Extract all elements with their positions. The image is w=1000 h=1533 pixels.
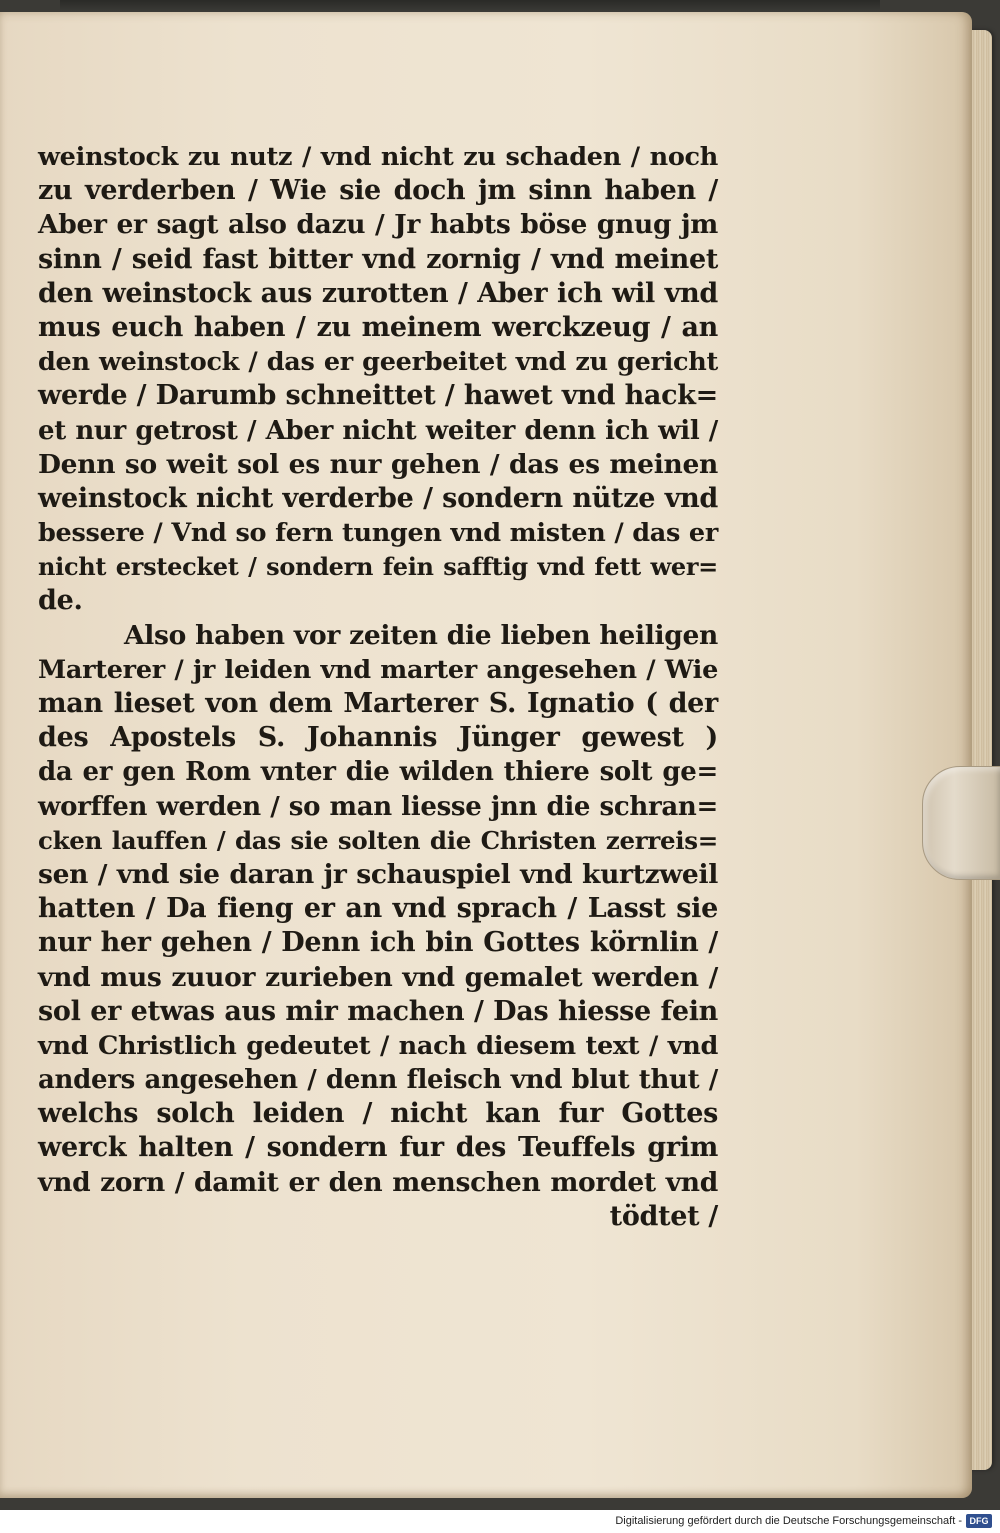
text-line: de. (38, 585, 83, 617)
dfg-logo: DFG (966, 1514, 992, 1528)
text-line: nur her gehen / Denn ich bin Gottes körnlin / (38, 927, 718, 959)
digitization-footer (0, 1510, 1000, 1533)
text-line: anders angesehen / denn fleisch vnd blut thut / (38, 1065, 718, 1096)
text-line: et nur getrost / Aber nicht weiter denn ich wil / (38, 415, 718, 446)
text-line: werde / Darumb schneittet / hawet vnd hack= (38, 380, 718, 412)
text-line: cken lauffen / das sie solten die Christen zerreis= (38, 825, 718, 855)
text-line: bessere / Vnd so fern tungen vnd misten / das er (38, 518, 718, 549)
text-line: nicht erstecket / sondern fein safftig vnd fett wer= (38, 552, 718, 582)
text-line: weinstock nicht verderbe / sondern nütze vnd (38, 482, 718, 514)
text-line: sen / vnd sie daran jr schauspiel vnd kurtzweil (38, 858, 718, 890)
text-line: den weinstock aus zurotten / Aber ich wil vnd (38, 277, 718, 309)
text-line: Aber er sagt also dazu / Jr habts böse gnug jm (38, 209, 718, 241)
funding-credit: Digitalisierung gefördert durch die Deutsche Forschungsgemeinschaft - (615, 1515, 962, 1527)
text-line: man lieset von dem Marterer S. Ignatio ( der (38, 688, 718, 719)
text-line: vnd Christlich gedeutet / nach diesem text / vnd (38, 1030, 718, 1061)
text-line: welchs solch leiden / nicht kan fur Gottes (38, 1098, 718, 1130)
text-line: den weinstock / das er geerbeitet vnd zu gericht (38, 347, 718, 378)
page-text (38, 140, 718, 1234)
text-line: Denn so weit sol es nur gehen / das es meinen (38, 448, 718, 480)
text-line: hatten / Da fieng er an vnd sprach / Lasst sie (38, 893, 718, 925)
catchword: tödtet / (609, 1200, 718, 1232)
text-line: worffen werden / so man liesse jnn die schran= (38, 791, 718, 822)
text-line: vnd zorn / damit er den menschen mordet vnd (38, 1166, 718, 1198)
text-line: vnd mus zuuor zurieben vnd gemalet werden / (38, 961, 718, 993)
book-clip (922, 766, 1000, 880)
text-line: zu verderben / Wie sie doch jm sinn haben / (38, 175, 718, 207)
text-line: werck halten / sondern fur des Teuffels grim (38, 1132, 718, 1164)
text-line: sol er etwas aus mir machen / Das hiesse fein (38, 995, 718, 1027)
text-line: Marterer / jr leiden vnd marter angesehen / Wie (38, 654, 718, 685)
text-line: sinn / seid fast bitter vnd zornig / vnd meinet (38, 243, 718, 275)
text-line: da er gen Rom vnter die wilden thiere solt ge= (38, 757, 718, 788)
text-line: des Apostels S. Johannis Jünger gewest ) (38, 722, 718, 754)
text-line: mus euch haben / zu meinem werckzeug / an (38, 311, 718, 343)
text-line: weinstock zu nutz / vnd nicht zu schaden / noch (38, 142, 718, 172)
book-page (0, 12, 972, 1498)
paragraph-start-line: Also haben vor zeiten die lieben heiligen (124, 619, 718, 651)
